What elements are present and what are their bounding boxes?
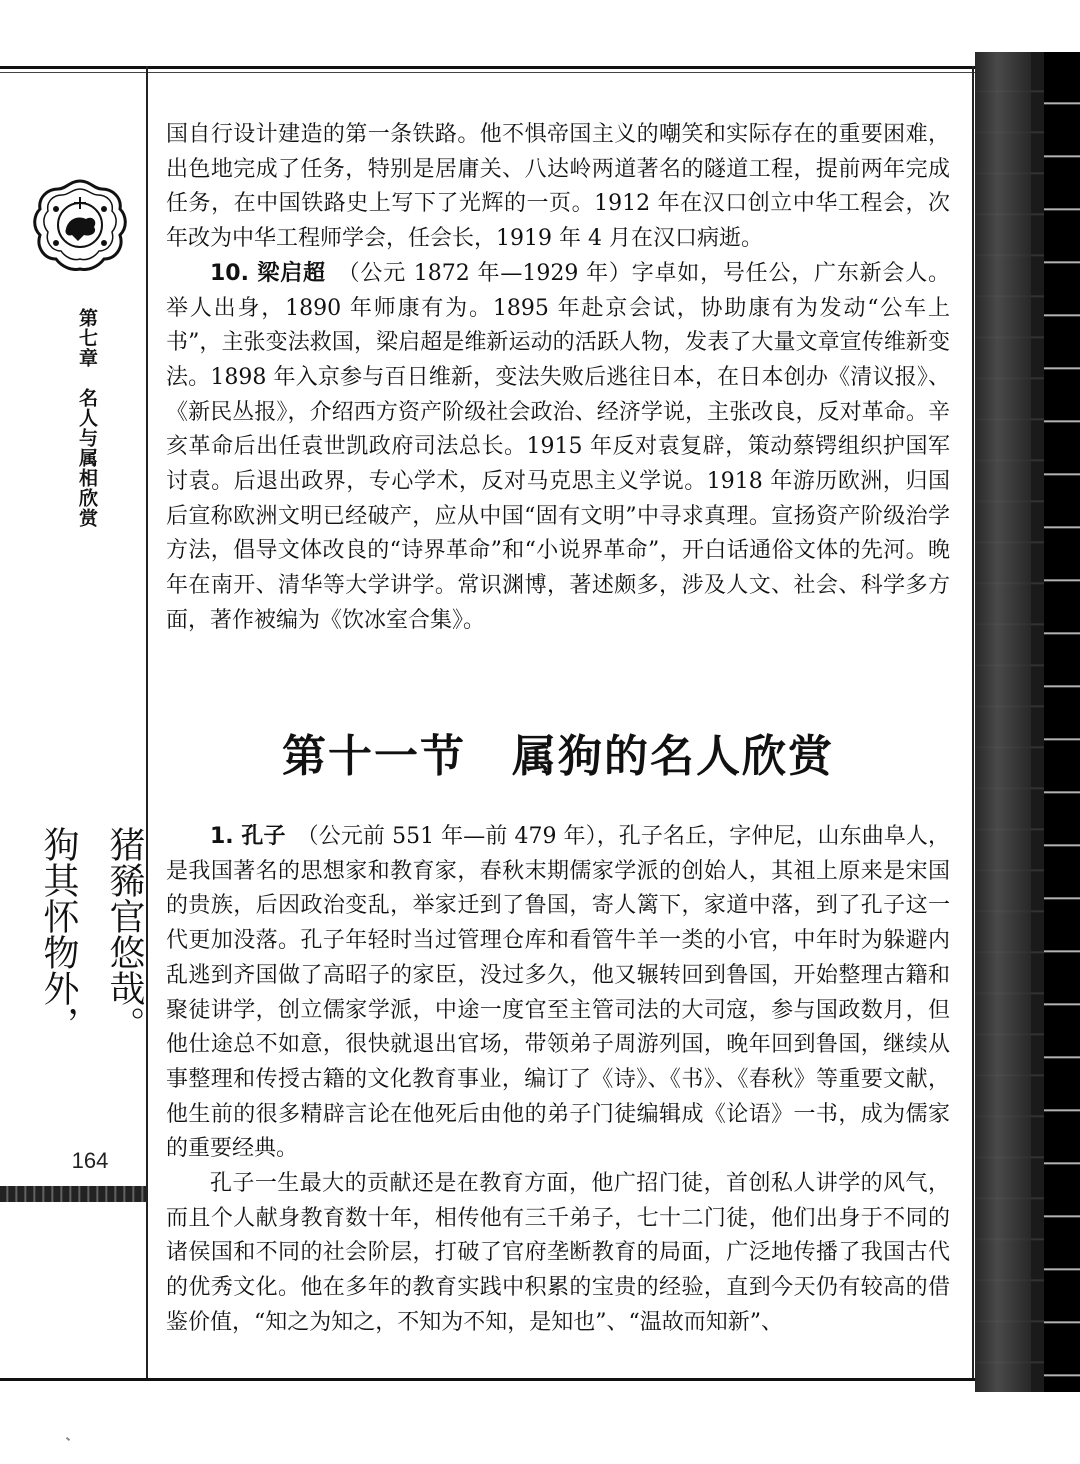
entry-heading: 1. 孔子 [210, 824, 286, 849]
paragraph-confucius-education: 孔子一生最大的贡献还是在教育方面，他广招门徒，首创私人讲学的风气，而且个人献身教育数十年，相传他有三千弟子，七十二门徒，他们出身于不同的诸侯国和不同的社会阶层，打破了官府垄断教育的局面，广泛地传播了我国古代的优秀文化。他在多年的教育实践中积累的宝贵的经验，直到今天仍有较高的借鉴价值，“知之为知之，不知为不知，是知也”、“温故而知新”、 [166, 1171, 950, 1335]
poem-column-right: 猪豨官悠哉。 [104, 826, 145, 1042]
edge-stripes [1044, 52, 1080, 1392]
section-heading: 属狗的名人欣赏 [512, 731, 834, 782]
edge-streak [975, 52, 1031, 1392]
text-block-bottom [166, 820, 950, 1341]
page-number: 164 [71, 1148, 109, 1173]
page-number-bar [0, 1186, 146, 1202]
bottom-rule [0, 1378, 975, 1381]
scanned-page-edge [975, 52, 1080, 1392]
right-border [972, 66, 974, 1380]
entry-heading: 10. 梁启超 [210, 260, 326, 286]
zodiac-emblem-icon [28, 175, 132, 275]
scan-artifact [66, 1437, 70, 1441]
chapter-label: 第七章 名人与属相欣赏 [76, 308, 98, 528]
section-number: 第十一节 [282, 731, 466, 782]
poem-column-left: 狗其怀物外， [38, 826, 79, 1042]
paragraph-confucius: 1. 孔子 （公元前 551 年—前 479 年），孔子名丘，字仲尼，山东曲阜人，是我国著名的思想家和教育家，春秋末期儒家学派的创始人，其祖上原来是宋国的贵族，后因政治变乱，举家迁到了鲁国，寄人篱下，家道中落，到了孔子这一代更加没落。孔子年轻时当过管理仓库和看管牛羊一类的小官，中年时为躲避内乱逃到齐国做了高昭子的家臣，没过多久，他又辗转回到鲁国，开始整理古籍和聚徒讲学，创立儒家学派，中途一度官至主管司法的大司寇，参与国政数月，但他仕途总不如意，很快就退出官场，带领弟子周游列国，晚年回到鲁国，继续从事整理和传授古籍的文化教育事业，编订了《诗》、《书》、《春秋》等重要文献，他生前的很多精辟言论在他死后由他的弟子门徒编辑成《论语》一书，成为儒家的重要经典。 [166, 824, 950, 1162]
left-border [146, 66, 148, 1380]
section-title [166, 720, 950, 784]
paragraph-liang-qichao: 10. 梁启超 （公元 1872 年—1929 年）字卓如，号任公，广东新会人。举人出身，1890 年师康有为。1895 年赴京会试，协助康有为发动“公车上书”，主张变法救国，梁启超是维新运动的活跃人物，发表了大量文章宣传维新变法。1898 年入京参与百日维新，变法失败后逃往日本，在日本创办《清议报》、《新民丛报》，介绍西方资产阶级社会政治、经济学说，主张改良，反对革命。辛亥革命后出任袁世凯政府司法总长。1915 年反对袁复辟，策动蔡锷组织护国军讨袁。后退出政界，专心学术，反对马克思主义学说。1918 年游历欧洲，归国后宣称欧洲文明已经破产，应从中国“固有文明”中寻求真理。宣扬资产阶级治学方法，倡导文体改良的“诗界革命”和“小说界革命”，开白话通俗文体的先河。晚年在南开、清华等大学讲学。常识渊博，著述颇多，涉及人文、社会、科学多方面，著作被编为《饮冰室合集》。 [166, 260, 950, 633]
paragraph-continuation: 国自行设计建造的第一条铁路。他不惧帝国主义的嘲笑和实际存在的重要困难，出色地完成了任务，特别是居庸关、八达岭两道著名的隧道工程，提前两年完成任务，在中国铁路史上写下了光辉的一页。1912 年在汉口创立中华工程会，次年改为中华工程师学会，任会长，1919 年 4 月在汉口病逝。 [166, 122, 950, 252]
text-block-top [166, 118, 950, 639]
